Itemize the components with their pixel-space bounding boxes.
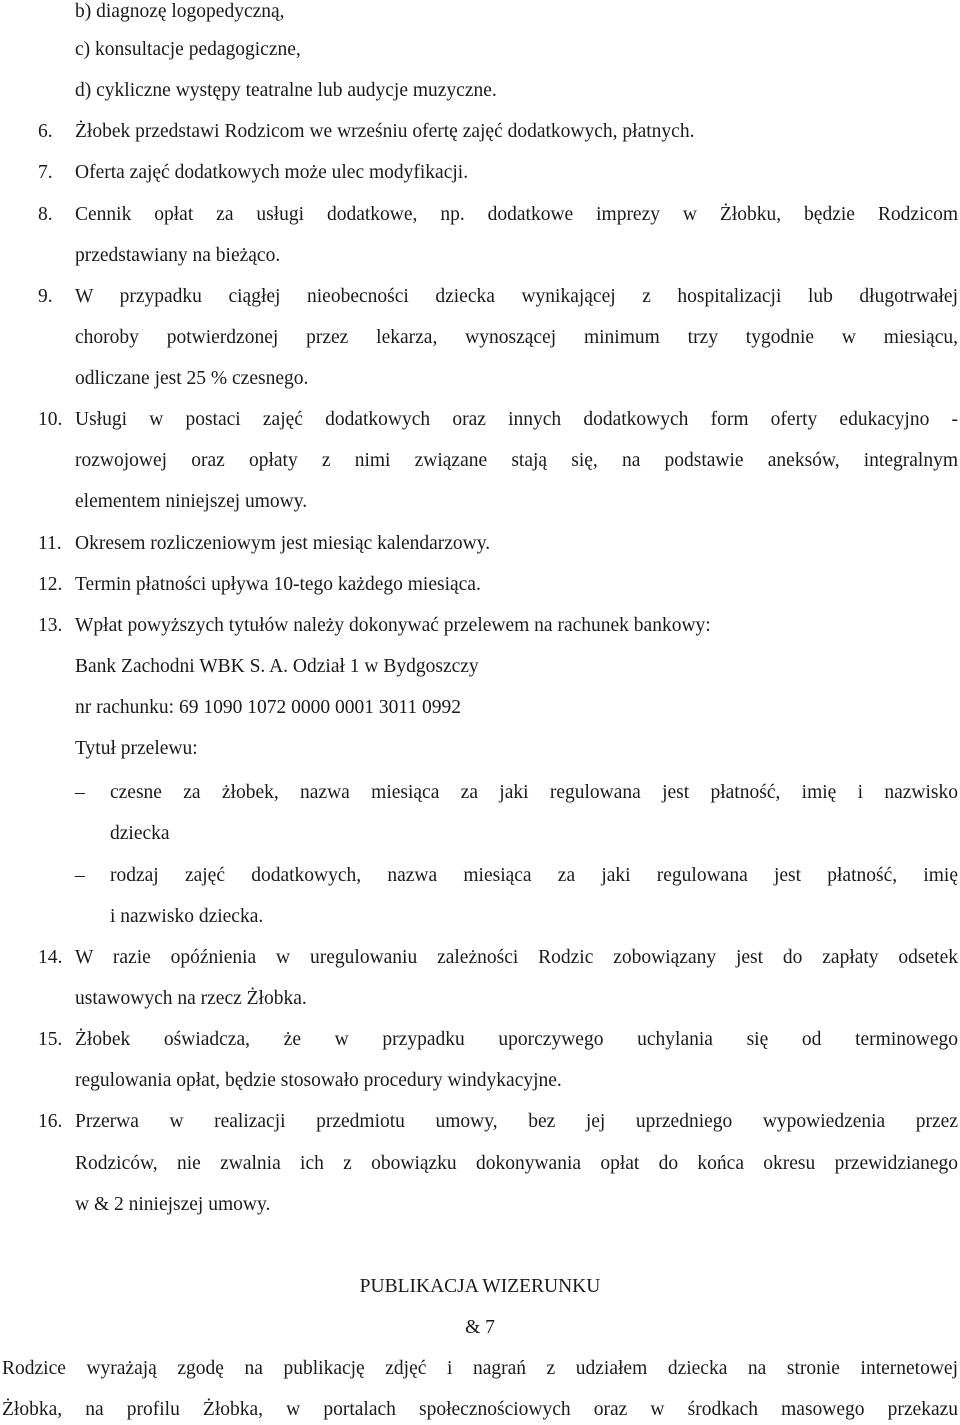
point-text: Okresem rozliczeniowym jest miesiąc kalendarzowy.	[75, 533, 491, 554]
section-text: Żłobka, na profilu Żłobka, w portalach społecznościowych oraz w środkach masowego przekazu	[2, 1399, 958, 1420]
point-number: 15.	[38, 1029, 63, 1050]
point-text: Termin płatności upływa 10-tego każdego miesiąca.	[75, 574, 481, 595]
section-text: Rodzice wyrażają zgodę na publikację zdjęć i nagrań z udziałem dziecka na stronie internetowej	[2, 1358, 958, 1379]
point-text: Wpłat powyższych tytułów należy dokonywać przelewem na rachunek bankowy:	[75, 615, 711, 636]
point-number: 12.	[38, 574, 63, 595]
point-text: rozwojowej oraz opłaty z nimi związane stają się, na podstawie aneksów, integralnym	[75, 450, 958, 471]
point-number: 13.	[38, 615, 63, 636]
point-text: Przerwa w realizacji przedmiotu umowy, bez jej uprzedniego wypowiedzenia przez	[75, 1111, 958, 1132]
point-text: Żłobek przedstawi Rodzicom we wrześniu ofertę zajęć dodatkowych, płatnych.	[75, 121, 695, 142]
list-item: b) diagnozę logopedyczną,	[75, 1, 285, 22]
bank-name: Bank Zachodni WBK S. A. Odział 1 w Bydgoszczy	[75, 656, 479, 677]
list-item: d) cykliczne występy teatralne lub audycje muzyczne.	[75, 80, 497, 101]
section-heading: PUBLIKACJA WIZERUNKU	[359, 1276, 601, 1297]
paragraph-mark: & 7	[465, 1317, 495, 1338]
point-text: W razie opóźnienia w uregulowaniu zależności Rodzic zobowiązany jest do zapłaty odsetek	[75, 947, 958, 968]
point-text: Rodziców, nie zwalnia ich z obowiązku dokonywania opłat do końca okresu przewidzianego	[75, 1153, 958, 1174]
point-text: odliczane jest 25 % czesnego.	[75, 368, 309, 389]
point-text: ustawowych na rzecz Żłobka.	[75, 988, 307, 1009]
account-number: nr rachunku: 69 1090 1072 0000 0001 3011 0992	[75, 697, 461, 718]
point-number: 14.	[38, 947, 63, 968]
point-text: regulowania opłat, będzie stosowało procedury windykacyjne.	[75, 1070, 562, 1091]
list-item: czesne za żłobek, nazwa miesiąca za jaki regulowana jest płatność, imię i nazwisko	[110, 782, 958, 803]
point-text: w & 2 niniejszej umowy.	[75, 1194, 271, 1215]
point-text: Żłobek oświadcza, że w przypadku uporczywego uchylania się od terminowego	[75, 1029, 958, 1050]
point-number: 8.	[38, 204, 53, 225]
point-text: W przypadku ciągłej nieobecności dziecka wynikającej z hospitalizacji lub długotrwałej	[75, 286, 958, 307]
point-text: Usługi w postaci zajęć dodatkowych oraz innych dodatkowych form oferty edukacyjno -	[75, 409, 958, 430]
point-number: 6.	[38, 121, 53, 142]
list-item: c) konsultacje pedagogiczne,	[75, 39, 301, 60]
dash-bullet: –	[75, 782, 85, 803]
point-text: przedstawiany na bieżąco.	[75, 245, 281, 266]
point-text: Oferta zajęć dodatkowych może ulec modyfikacji.	[75, 162, 469, 183]
point-number: 9.	[38, 286, 53, 307]
point-number: 10.	[38, 409, 63, 430]
list-item: i nazwisko dziecka.	[110, 906, 264, 927]
list-item: rodzaj zajęć dodatkowych, nazwa miesiąca za jaki regulowana jest płatność, imię	[110, 865, 958, 886]
point-number: 16.	[38, 1111, 63, 1132]
point-text: elementem niniejszej umowy.	[75, 491, 308, 512]
transfer-title-label: Tytuł przelewu:	[75, 738, 198, 759]
list-item: dziecka	[110, 823, 170, 844]
point-number: 11.	[38, 533, 62, 554]
point-text: choroby potwierdzonej przez lekarza, wynoszącej minimum trzy tygodnie w miesiącu,	[75, 327, 958, 348]
point-text: Cennik opłat za usługi dodatkowe, np. dodatkowe imprezy w Żłobku, będzie Rodzicom	[75, 204, 958, 225]
dash-bullet: –	[75, 865, 85, 886]
point-number: 7.	[38, 162, 53, 183]
